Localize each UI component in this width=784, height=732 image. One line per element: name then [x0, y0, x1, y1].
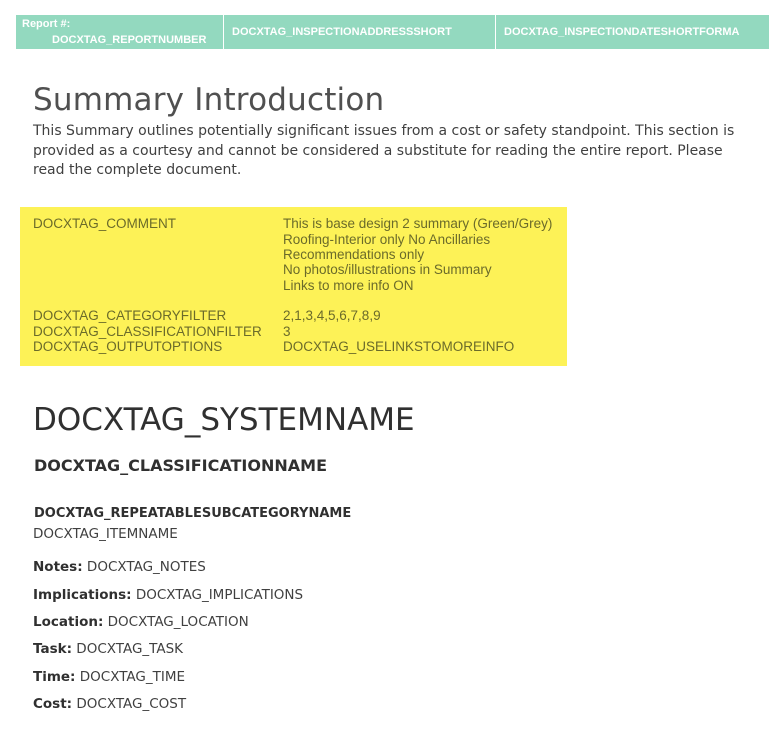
comment-key: DOCXTAG_COMMENT: [33, 216, 177, 231]
field-implications: [33, 587, 303, 603]
config-highlight-box: [20, 207, 567, 366]
field-notes: [33, 559, 206, 575]
header-cell-date: [496, 15, 769, 49]
item-name: DOCXTAG_ITEMNAME: [33, 526, 178, 542]
classification-heading: DOCXTAG_CLASSIFICATIONNAME: [34, 456, 327, 475]
page-title: Summary Introduction: [33, 82, 385, 118]
comment-line: This is base design 2 summary (Green/Grey): [283, 216, 553, 231]
comment-line: Roofing-Interior only No Ancillaries: [283, 232, 491, 247]
comment-line: Recommendations only: [283, 247, 425, 262]
report-header-bar: [16, 15, 769, 49]
field-value: DOCXTAG_TASK: [76, 641, 184, 657]
report-number-label: Report #:: [22, 18, 71, 30]
config-key: DOCXTAG_CLASSIFICATIONFILTER: [33, 324, 262, 339]
field-location: [33, 614, 249, 630]
comment-line: Links to more info ON: [283, 278, 414, 293]
field-label: Time:: [33, 669, 76, 685]
field-value: DOCXTAG_IMPLICATIONS: [135, 587, 304, 603]
field-value: DOCXTAG_NOTES: [86, 559, 206, 575]
inspection-address: DOCXTAG_INSPECTIONADDRESSSHORT: [232, 26, 452, 38]
report-number-value: DOCXTAG_REPORTNUMBER: [52, 34, 207, 46]
subcategory-heading: DOCXTAG_REPEATABLESUBCATEGORYNAME: [34, 506, 352, 521]
field-task: [33, 641, 183, 657]
system-name-heading: DOCXTAG_SYSTEMNAME: [33, 402, 415, 438]
config-key: DOCXTAG_OUTPUTOPTIONS: [33, 339, 223, 354]
inspection-date: DOCXTAG_INSPECTIONDATESHORTFORMA: [504, 26, 740, 38]
config-value: 2,1,3,4,5,6,7,8,9: [283, 308, 381, 323]
field-time: [33, 669, 185, 685]
intro-paragraph: This Summary outlines potentially significant issues from a cost or safety standpoint. This section is provided as a courtesy and cannot be considered a substitute for reading the entire report. Please read the complete document.: [33, 123, 735, 178]
field-value: DOCXTAG_COST: [76, 696, 187, 712]
field-label: Implications:: [33, 587, 132, 603]
config-key: DOCXTAG_CATEGORYFILTER: [33, 308, 227, 323]
field-cost: [33, 696, 186, 712]
field-value: DOCXTAG_LOCATION: [107, 614, 249, 630]
field-label: Notes:: [33, 559, 83, 575]
config-value: 3: [283, 324, 291, 339]
field-value: DOCXTAG_TIME: [79, 669, 186, 685]
field-label: Task:: [33, 641, 72, 657]
header-cell-report-number: [16, 15, 224, 49]
config-value: DOCXTAG_USELINKSTOMOREINFO: [283, 339, 515, 354]
comment-line: No photos/illustrations in Summary: [283, 262, 492, 277]
header-cell-address: [224, 15, 496, 49]
field-label: Cost:: [33, 696, 73, 712]
field-label: Location:: [33, 614, 104, 630]
